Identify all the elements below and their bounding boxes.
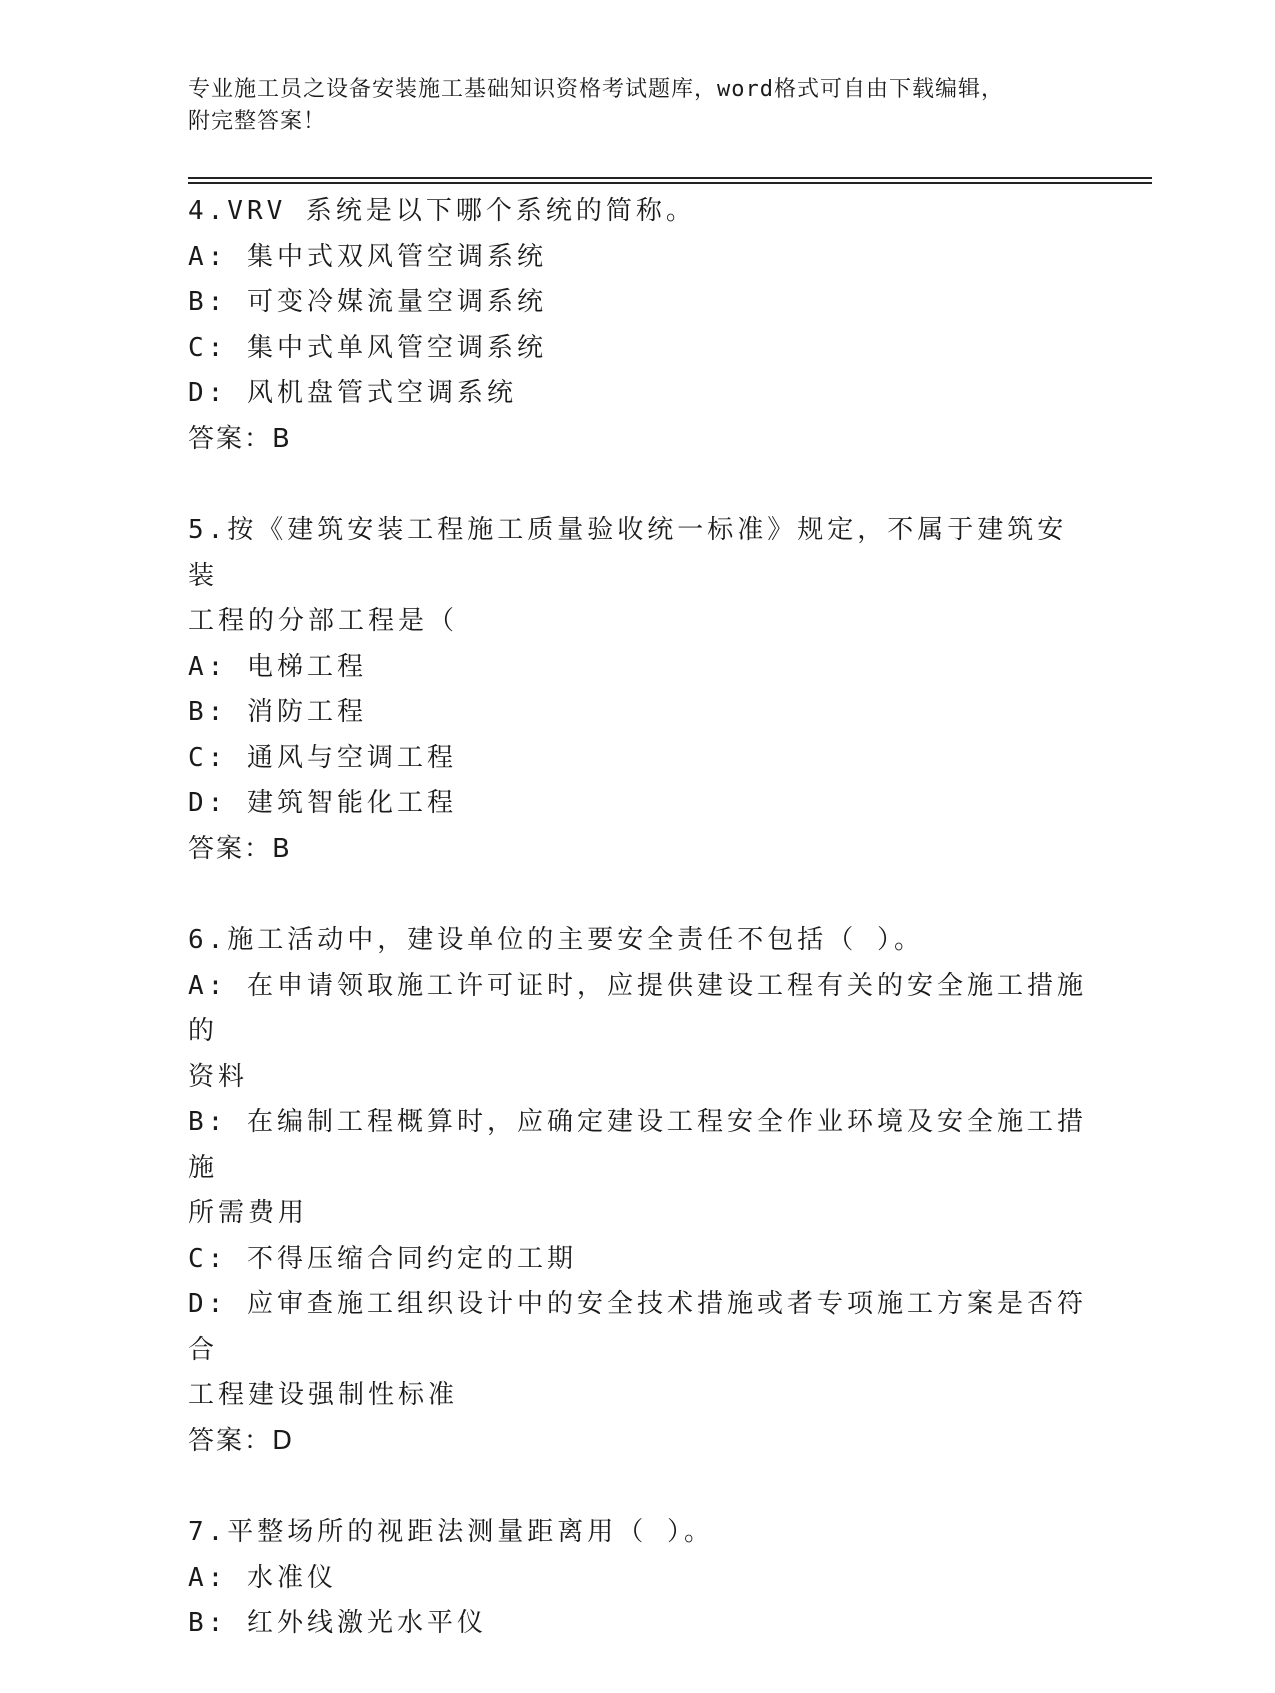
question-block bbox=[188, 508, 1088, 872]
answer-label: 答案：D bbox=[188, 1425, 295, 1456]
question-list bbox=[188, 189, 1088, 1693]
option-text: B: 红外线激光水平仪 bbox=[188, 1608, 487, 1638]
option-text: B: 在编制工程概算时，应确定建设工程安全作业环境及安全施工措施 bbox=[188, 1107, 1087, 1183]
question-text: 7.平整场所的视距法测量距离用（ ）。 bbox=[188, 1517, 714, 1547]
option-text: A: 电梯工程 bbox=[188, 651, 367, 682]
question-block bbox=[188, 918, 1088, 1464]
header-line-2: 附完整答案！ bbox=[188, 109, 327, 134]
option-text: D: 建筑智能化工程 bbox=[188, 788, 457, 818]
option-text: D: 风机盘管式空调系统 bbox=[188, 378, 517, 408]
answer-label: 答案：B bbox=[188, 833, 292, 864]
option-text: 工程建设强制性标准 bbox=[188, 1380, 459, 1410]
answer-label: 答案：B bbox=[188, 423, 292, 454]
option-text: A: 水准仪 bbox=[188, 1562, 337, 1593]
question-text: 5.按《建筑安装工程施工质量验收统一标准》规定，不属于建筑安装 bbox=[188, 515, 1068, 591]
option-text: D: 应审查施工组织设计中的安全技术措施或者专项施工方案是否符合 bbox=[188, 1289, 1087, 1365]
option-text: 资料 bbox=[188, 1061, 249, 1092]
option-text: B: 可变冷媒流量空调系统 bbox=[188, 287, 547, 317]
question-text: 6.施工活动中，建设单位的主要安全责任不包括（ ）。 bbox=[188, 925, 924, 955]
question-text: 4.VRV 系统是以下哪个系统的简称。 bbox=[188, 196, 696, 226]
option-text: C: 不得压缩合同约定的工期 bbox=[188, 1243, 577, 1274]
option-text: B: 消防工程 bbox=[188, 697, 367, 727]
option-text: C: 通风与空调工程 bbox=[188, 742, 457, 773]
question-block bbox=[188, 189, 1088, 462]
header-line-1: 专业施工员之设备安装施工基础知识资格考试题库，word格式可自由下载编辑， bbox=[188, 77, 1004, 102]
header-rule-bottom bbox=[188, 182, 1152, 184]
option-text: A: 在申请领取施工许可证时，应提供建设工程有关的安全施工措施的 bbox=[188, 970, 1087, 1046]
option-text: C: 集中式单风管空调系统 bbox=[188, 332, 547, 363]
option-text: 所需费用 bbox=[188, 1198, 309, 1228]
option-text: A: 集中式双风管空调系统 bbox=[188, 241, 547, 272]
header-rule-top bbox=[188, 177, 1152, 179]
document-header bbox=[188, 74, 1068, 138]
question-block bbox=[188, 1510, 1088, 1647]
question-text: 工程的分部工程是（ bbox=[188, 606, 459, 636]
